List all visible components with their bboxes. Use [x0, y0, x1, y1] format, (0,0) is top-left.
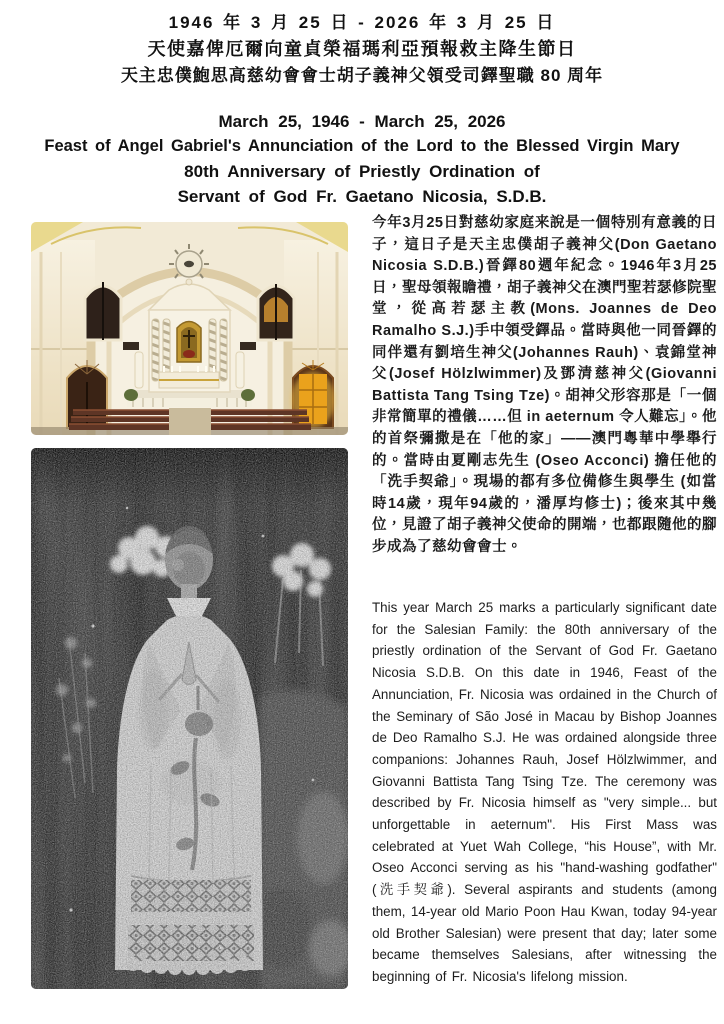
header-feast-zh: 天使嘉俾厄爾向童貞榮福瑪利亞預報救主降生節日: [147, 39, 577, 59]
header-servant-of-god-en: Servant of God Fr. Gaetano Nicosia, S.D.B.: [177, 187, 547, 206]
header-feast-en: Feast of Angel Gabriel's Annunciation of the Lord to the Blessed Virgin Mary: [44, 137, 680, 155]
ordination-photo: [31, 448, 348, 989]
header-dates-zh: 1946 年 3 月 25 日 - 2026 年 3 月 25 日: [168, 13, 556, 32]
body-paragraph-zh: 今年3月25日對慈幼家庭来說是一個特別有意義的日子，這日子是天主忠僕胡子義神父(Don Gaetano Nicosia S.D.B.)晉鐸80週年紀念。1946年3月25日，聖母領報瞻禮，胡子義神父在澳門聖若瑟修院聖堂，從高若瑟主教(Mons. Joannes de Deo Ramalho S.J.)手中領受鐸品。當時與他一同晉鐸的同伴還有劉培生神父(Johannes Rauh)、袁錦堂神父(Josef Hölzlwimmer)及鄧清慈神父(Giovanni Battista Tang Tsing Tze)。胡神父形容那是「一個非常簡單的禮儀……但 in aeternum 令人難忘」。他的首祭彌撒是在「他的家」——澳門粵華中學舉行的。當時由夏剛志先生 (Oseo Acconci) 擔任他的「洗手契爺」。現場的都有多位備修生與學生 (如當時14歲，現年94歲的，潘厚均修士)；後來其中幾位，見證了胡子義神父使命的開端，也都跟隨他的腳步成為了慈幼會會士。: [372, 215, 717, 555]
ordination-photo-illustration: [31, 448, 348, 989]
body-paragraph-en: This year March 25 marks a particularly significant date for the Salesian Family: the 80th anniversary of the priestly ordination of the Servant of God Fr. Gaetano Nicosia S.D.B. On this date in 1946, Feast of the Annunciation, Fr. Nicosia was ordained in the Church of the Seminary of São José in Macau by Bishop Joannes de Deo Ramalho S.J. He was ordained alongside three companions: Johannes Rauh, Josef Hölzlwimmer, and Giovanni Battista Tang Tsing Tze. The ceremony was described by Fr. Nicosia himself as "very simple... but unforgettable in aeternum". His First Mass was celebrated at Yuet Wah College, “his House”, with Mr. Oseo Acconci serving as his "hand-washing godfather" (洗手契爺). Several aspirants and students (among them, 14-year old Mario Poon Hau Kwan, today 94-year old Brother Salesian) were present that day; later some became themselves Salesians, after witnessing the beginning of Fr. Nicosia's lifelong mission.: [372, 600, 717, 984]
header-dates-en: March 25, 1946 - March 25, 2026: [218, 112, 506, 131]
church-interior-illustration: [31, 222, 348, 435]
header-anniversary-zh: 天主忠僕鮑思高慈幼會會士胡子義神父領受司鐸聖職 80 周年: [120, 66, 604, 85]
header-anniversary-en: 80th Anniversary of Priestly Ordination of: [184, 162, 540, 181]
church-interior-photo: [31, 222, 348, 435]
